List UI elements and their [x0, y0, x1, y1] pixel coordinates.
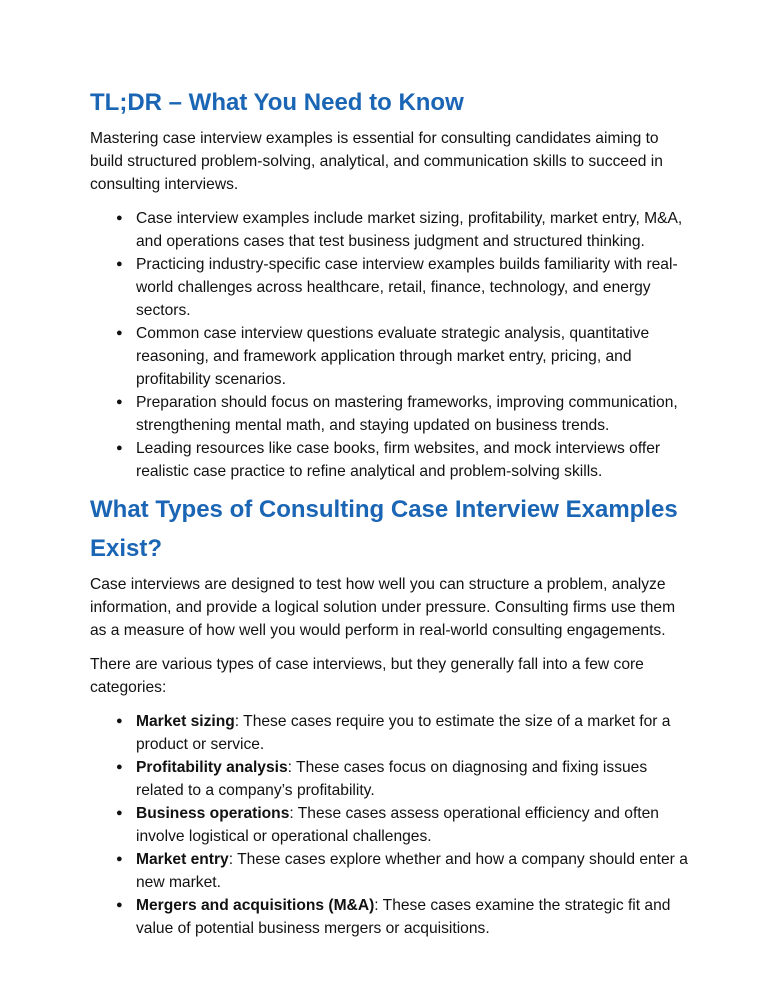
case-types-list: [90, 710, 690, 940]
list-item: ● Practicing industry-specific case interview examples builds familiarity with real-world challenges across healthcare, retail, finance, technology, and energy sectors.: [136, 253, 690, 322]
definition: : These cases examine the strategic fit and value of potential business mergers or acquisitions.: [136, 897, 671, 937]
list-item: ● Leading resources like case books, firm websites, and mock interviews offer realistic case practice to refine analytical and problem-solving skills.: [136, 437, 690, 483]
list-item: [136, 710, 690, 756]
list-item: [136, 848, 690, 894]
heading-tldr: TL;DR – What You Need to Know: [90, 89, 464, 116]
list-item: [136, 894, 690, 940]
heading-case-types: What Types of Consulting Case Interview Examples Exist?: [90, 496, 678, 562]
term: Market entry: [136, 851, 229, 868]
list-item: ● Case interview examples include market sizing, profitability, market entry, M&A, and operations cases that test business judgment and structured thinking.: [136, 207, 690, 253]
document-content: [90, 86, 690, 947]
tldr-list: [90, 207, 690, 483]
list-item: ● Preparation should focus on mastering frameworks, improving communication, strengthening mental math, and staying updated on business trends.: [136, 391, 690, 437]
list-item: [136, 802, 690, 848]
case-types-para-1: Case interviews are designed to test how well you can structure a problem, analyze information, and provide a logical solution under pressure. Consulting firms use them as a measure of how well you would perform in real-world consulting engagements.: [90, 576, 676, 639]
case-types-para-2: There are various types of case interviews, but they generally fall into a few core categories:: [90, 656, 644, 696]
term: Profitability analysis: [136, 759, 288, 776]
term: Business operations: [136, 805, 290, 822]
term: Market sizing: [136, 713, 235, 730]
term: Mergers and acquisitions (M&A): [136, 897, 375, 914]
tldr-intro: Mastering case interview examples is essential for consulting candidates aiming to build structured problem-solving, analytical, and communication skills to succeed in consulting interviews.: [90, 130, 663, 193]
definition: : These cases focus on diagnosing and fixing issues related to a company’s profitability.: [136, 759, 648, 799]
definition: : These cases require you to estimate the size of a market for a product or service.: [136, 713, 671, 753]
definition: : These cases assess operational efficiency and often involve logistical or operational challenges.: [136, 805, 659, 845]
list-item: ● Common case interview questions evaluate strategic analysis, quantitative reasoning, and framework application through market entry, pricing, and profitability scenarios.: [136, 322, 690, 391]
list-item: [136, 756, 690, 802]
definition: : These cases explore whether and how a company should enter a new market.: [136, 851, 688, 891]
